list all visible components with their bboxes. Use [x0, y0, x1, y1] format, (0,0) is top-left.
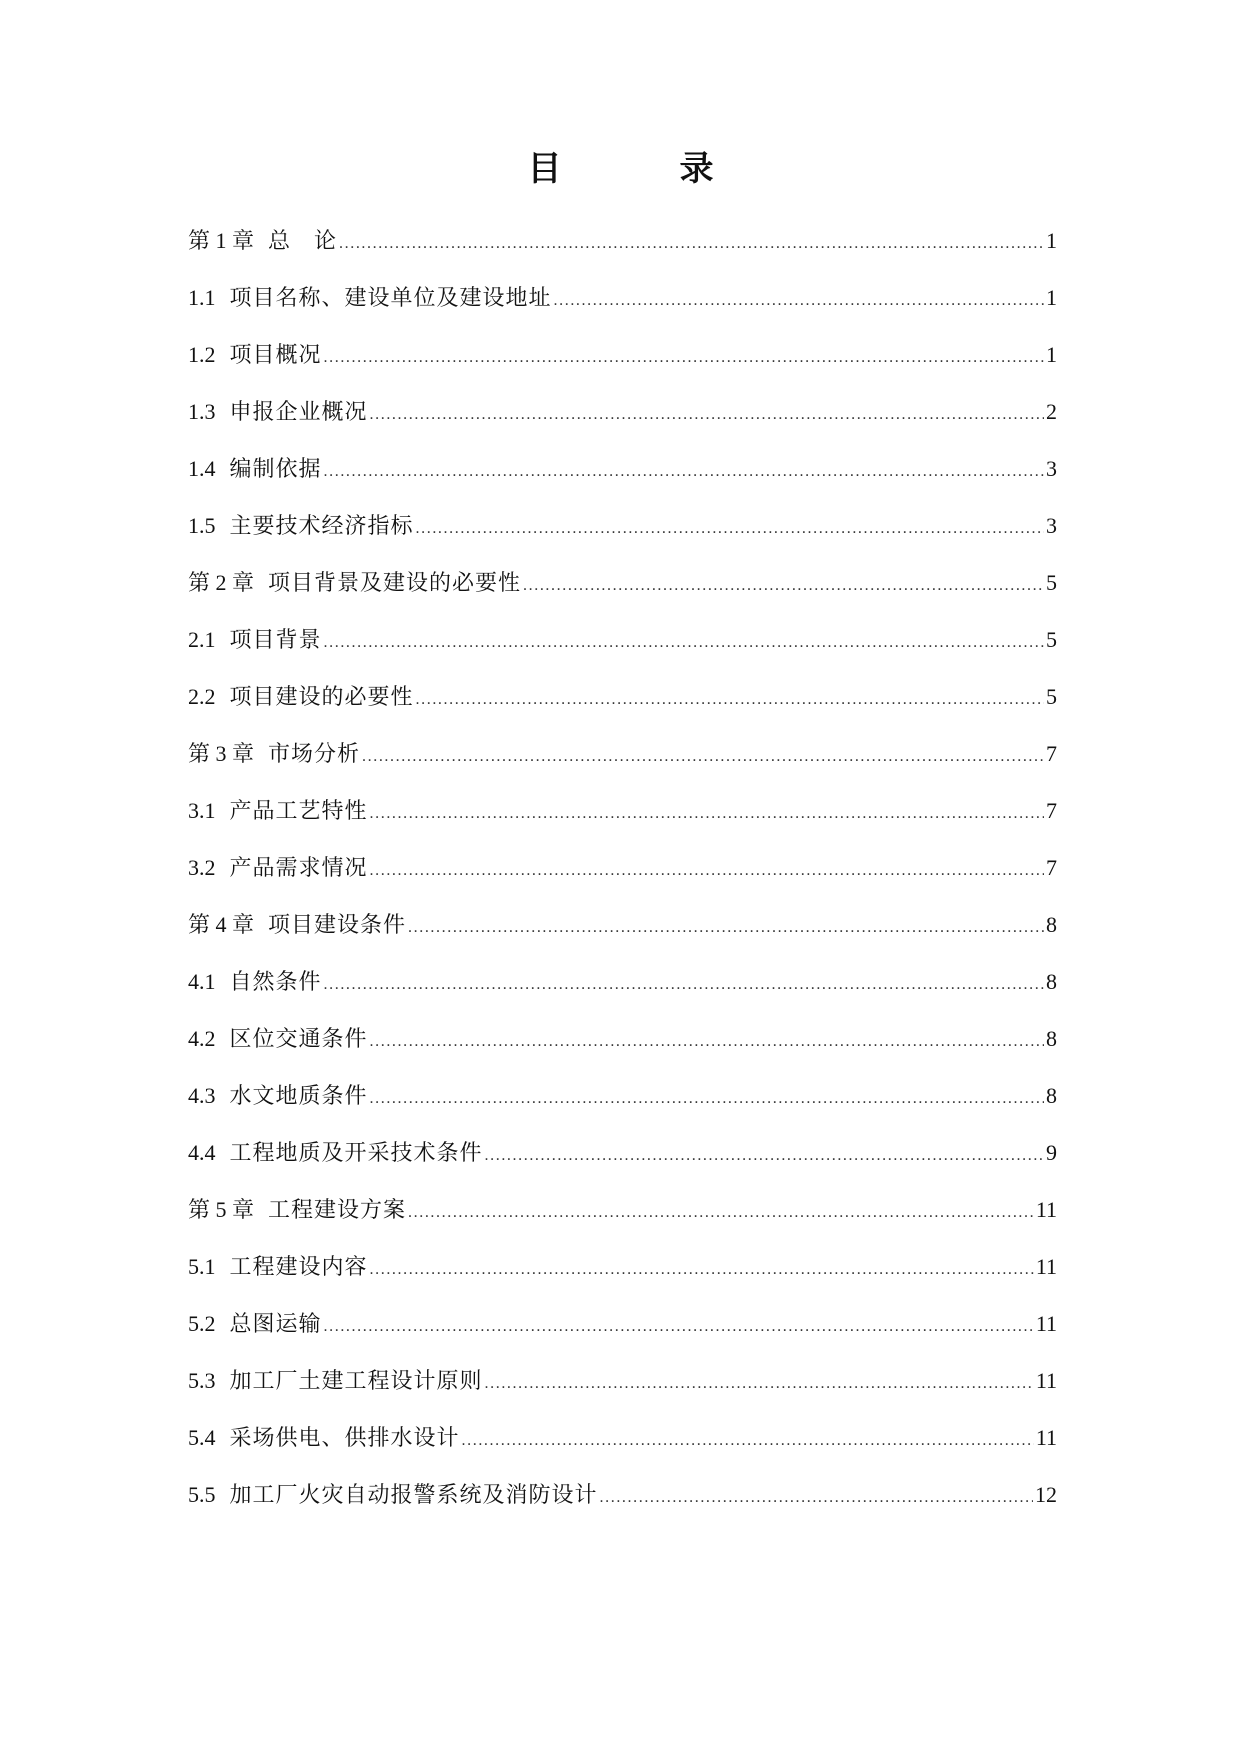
- toc-page-number: 11: [1035, 1311, 1057, 1336]
- toc-entry-number: 1.3: [188, 399, 216, 424]
- toc-entry-number: 第 4 章: [188, 912, 255, 937]
- toc-entry-number: 5.1: [188, 1254, 216, 1279]
- toc-list: [188, 226, 1057, 1537]
- toc-entry-title: 加工厂火灾自动报警系统及消防设计: [229, 1483, 598, 1508]
- toc-page-number: 1: [1046, 285, 1057, 310]
- toc-section-entry[interactable]: [188, 1480, 1057, 1510]
- toc-chapter-entry[interactable]: [188, 568, 1057, 598]
- toc-section-entry[interactable]: [188, 1252, 1057, 1282]
- toc-entry-number: 1.1: [188, 285, 216, 310]
- toc-entry-number: 4.3: [188, 1083, 216, 1108]
- toc-chapter-entry[interactable]: [188, 226, 1057, 256]
- toc-page-number: 5: [1046, 684, 1057, 709]
- toc-page-number: 3: [1046, 513, 1057, 538]
- toc-page-number: 1: [1046, 342, 1057, 367]
- toc-page-number: 8: [1046, 912, 1057, 937]
- toc-dot-leader: [324, 457, 1044, 487]
- toc-chapter-entry[interactable]: [188, 1195, 1057, 1225]
- toc-entry-title: 编制依据: [229, 457, 322, 482]
- toc-dot-leader: [408, 1198, 1034, 1228]
- toc-section-entry[interactable]: [188, 283, 1057, 313]
- toc-entry-title: 项目建设条件: [268, 913, 407, 938]
- toc-entry-number: 1.2: [188, 342, 216, 367]
- toc-entry-title: 工程地质及开采技术条件: [229, 1141, 483, 1166]
- toc-dot-leader: [370, 799, 1044, 829]
- toc-entry-title: 总 论: [268, 229, 338, 254]
- toc-dot-leader: [370, 1255, 1034, 1285]
- toc-entry-number: 3.2: [188, 855, 216, 880]
- toc-page-number: 7: [1046, 798, 1057, 823]
- toc-dot-leader: [485, 1369, 1034, 1399]
- toc-entry-title: 自然条件: [229, 970, 322, 995]
- toc-entry-title: 申报企业概况: [229, 400, 368, 425]
- toc-entry-title: 采场供电、供排水设计: [229, 1426, 460, 1451]
- toc-entry-number: 4.2: [188, 1026, 216, 1051]
- toc-entry-number: 第 3 章: [188, 741, 255, 766]
- toc-dot-leader: [370, 856, 1044, 886]
- toc-page-number: 11: [1035, 1425, 1057, 1450]
- toc-dot-leader: [324, 1312, 1034, 1342]
- toc-entry-title: 工程建设内容: [229, 1255, 368, 1280]
- toc-dot-leader: [370, 400, 1044, 430]
- toc-page-number: 2: [1046, 399, 1057, 424]
- toc-page-number: 3: [1046, 456, 1057, 481]
- toc-dot-leader: [462, 1426, 1034, 1456]
- toc-entry-title: 项目背景及建设的必要性: [268, 571, 522, 596]
- toc-section-entry[interactable]: [188, 511, 1057, 541]
- toc-dot-leader: [370, 1027, 1044, 1057]
- toc-section-entry[interactable]: [188, 454, 1057, 484]
- toc-section-entry[interactable]: [188, 1138, 1057, 1168]
- toc-page-number: 8: [1046, 1026, 1057, 1051]
- toc-section-entry[interactable]: [188, 1024, 1057, 1054]
- toc-dot-leader: [324, 970, 1044, 1000]
- toc-page-number: 5: [1046, 570, 1057, 595]
- toc-entry-number: 5.3: [188, 1368, 216, 1393]
- toc-section-entry[interactable]: [188, 967, 1057, 997]
- toc-entry-title: 市场分析: [268, 742, 361, 767]
- toc-section-entry[interactable]: [188, 1081, 1057, 1111]
- toc-page-number: 8: [1046, 969, 1057, 994]
- toc-entry-number: 4.1: [188, 969, 216, 994]
- toc-entry-number: 1.5: [188, 513, 216, 538]
- toc-section-entry[interactable]: [188, 625, 1057, 655]
- toc-section-entry[interactable]: [188, 340, 1057, 370]
- toc-page-number: 5: [1046, 627, 1057, 652]
- toc-entry-title: 总图运输: [229, 1312, 322, 1337]
- toc-entry-title: 加工厂土建工程设计原则: [229, 1369, 483, 1394]
- toc-entry-title: 项目概况: [229, 343, 322, 368]
- toc-section-entry[interactable]: [188, 397, 1057, 427]
- toc-page-number: 8: [1046, 1083, 1057, 1108]
- toc-entry-title: 区位交通条件: [229, 1027, 368, 1052]
- toc-entry-number: 5.5: [188, 1482, 216, 1507]
- toc-page-number: 7: [1046, 741, 1057, 766]
- toc-entry-number: 第 5 章: [188, 1197, 255, 1222]
- toc-entry-number: 3.1: [188, 798, 216, 823]
- toc-entry-title: 项目建设的必要性: [229, 685, 414, 710]
- toc-page-number: 12: [1035, 1482, 1057, 1507]
- toc-entry-number: 2.1: [188, 627, 216, 652]
- toc-entry-number: 第 2 章: [188, 570, 255, 595]
- page-title: 目 录: [527, 149, 756, 189]
- toc-dot-leader: [408, 913, 1044, 943]
- toc-section-entry[interactable]: [188, 682, 1057, 712]
- toc-section-entry[interactable]: [188, 1423, 1057, 1453]
- toc-chapter-entry[interactable]: [188, 910, 1057, 940]
- toc-section-entry[interactable]: [188, 1366, 1057, 1396]
- toc-page-number: 11: [1035, 1368, 1057, 1393]
- toc-page-number: 11: [1035, 1254, 1057, 1279]
- toc-page-number: 1: [1046, 228, 1057, 253]
- toc-entry-number: 2.2: [188, 684, 216, 709]
- toc-page-number: 11: [1035, 1197, 1057, 1222]
- toc-dot-leader: [523, 571, 1044, 601]
- toc-entry-title: 产品需求情况: [229, 856, 368, 881]
- toc-entry-number: 4.4: [188, 1140, 216, 1165]
- toc-dot-leader: [485, 1141, 1044, 1171]
- toc-chapter-entry[interactable]: [188, 739, 1057, 769]
- toc-dot-leader: [600, 1483, 1033, 1513]
- toc-dot-leader: [362, 742, 1044, 772]
- toc-entry-number: 5.4: [188, 1425, 216, 1450]
- toc-entry-number: 5.2: [188, 1311, 216, 1336]
- toc-dot-leader: [416, 514, 1044, 544]
- toc-dot-leader: [324, 343, 1044, 373]
- toc-entry-title: 产品工艺特性: [229, 799, 368, 824]
- toc-entry-title: 项目名称、建设单位及建设地址: [229, 286, 552, 311]
- toc-entry-title: 水文地质条件: [229, 1084, 368, 1109]
- toc-entry-title: 项目背景: [229, 628, 322, 653]
- toc-entry-title: 工程建设方案: [268, 1198, 407, 1223]
- toc-page-number: 9: [1046, 1140, 1057, 1165]
- toc-page-number: 7: [1046, 855, 1057, 880]
- toc-dot-leader: [416, 685, 1044, 715]
- toc-entry-title: 主要技术经济指标: [229, 514, 414, 539]
- toc-entry-number: 第 1 章: [188, 228, 255, 253]
- toc-dot-leader: [339, 229, 1044, 259]
- toc-section-entry[interactable]: [188, 796, 1057, 826]
- toc-entry-number: 1.4: [188, 456, 216, 481]
- toc-dot-leader: [370, 1084, 1044, 1114]
- toc-dot-leader: [324, 628, 1044, 658]
- toc-section-entry[interactable]: [188, 853, 1057, 883]
- toc-section-entry[interactable]: [188, 1309, 1057, 1339]
- toc-dot-leader: [554, 286, 1044, 316]
